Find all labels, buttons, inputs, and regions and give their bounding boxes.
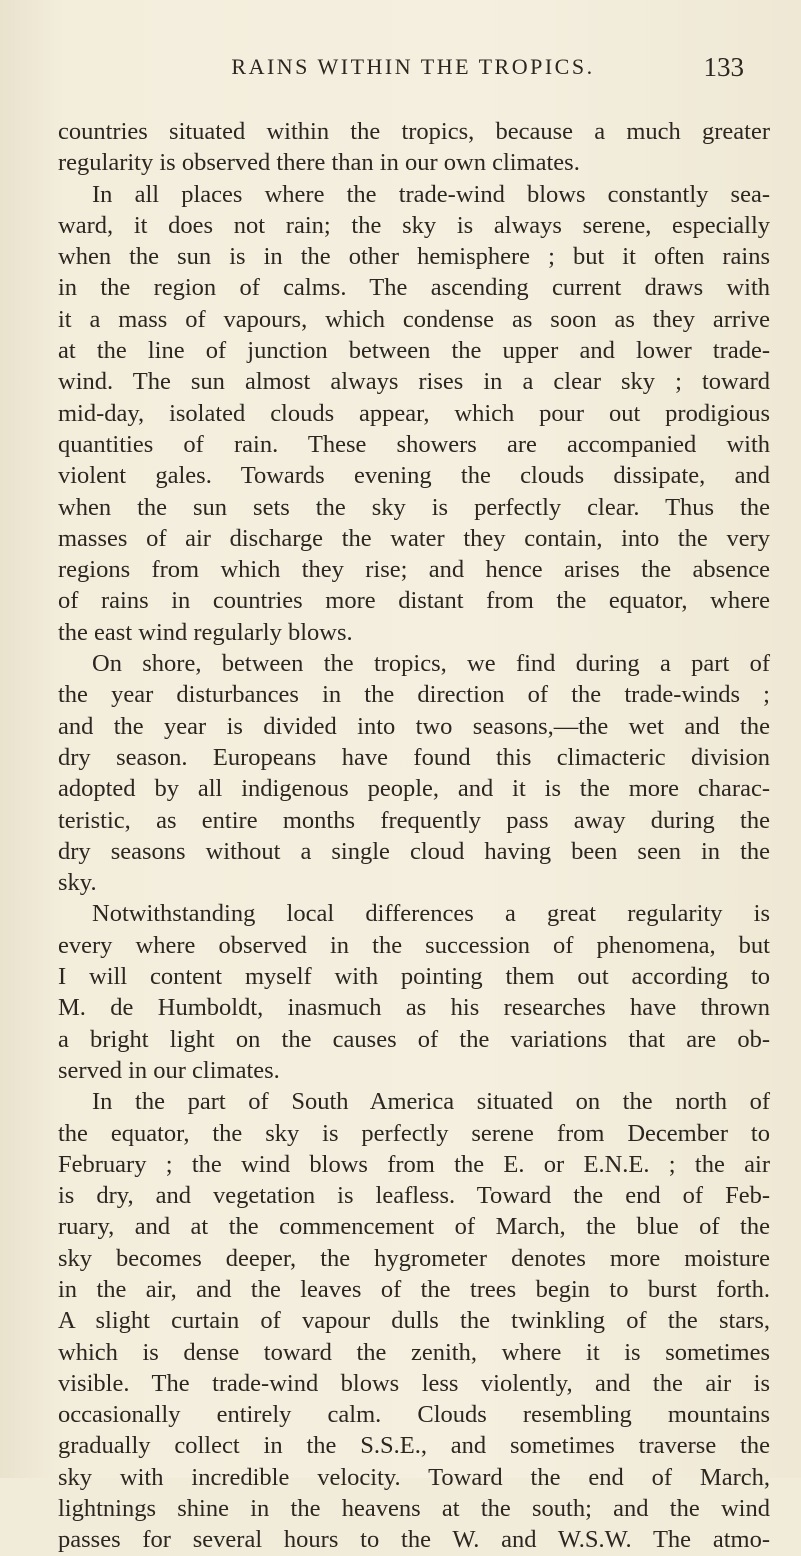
text-line: visible. The trade-wind blows less violently, and the air is bbox=[58, 1369, 770, 1397]
text-line: wind. The sun almost always rises in a clear sky ; toward bbox=[58, 368, 770, 396]
text-line: every where observed in the succession of phenomena, but bbox=[58, 931, 770, 959]
text-line: masses of air discharge the water they contain, into the very bbox=[58, 524, 770, 552]
text-line: it a mass of vapours, which condense as soon as they arrive bbox=[58, 305, 770, 333]
text-line: the year disturbances in the direction of the trade-winds ; bbox=[58, 681, 770, 709]
text-line: in the air, and the leaves of the trees begin to burst forth. bbox=[58, 1275, 770, 1303]
text-line: violent gales. Towards evening the clouds dissipate, and bbox=[58, 462, 770, 490]
text-line: in the region of calms. The ascending current draws with bbox=[58, 274, 770, 302]
text-line: Notwithstanding local differences a great regularity is bbox=[92, 900, 770, 928]
text-line: which is dense toward the zenith, where it is sometimes bbox=[58, 1338, 770, 1366]
text-line: ruary, and at the commencement of March, the blue of the bbox=[58, 1213, 770, 1241]
text-line: dry seasons without a single cloud having been seen in the bbox=[58, 837, 770, 865]
text-line: quantities of rain. These showers are accompanied with bbox=[58, 430, 770, 458]
text-line: sky becomes deeper, the hygrometer denotes more moisture bbox=[58, 1244, 770, 1272]
text-line: teristic, as entire months frequently pass away during the bbox=[58, 806, 770, 834]
text-line: countries situated within the tropics, because a much greater bbox=[58, 118, 770, 145]
text-line: and the year is divided into two seasons,—the wet and the bbox=[58, 712, 770, 740]
text-line: sky. bbox=[58, 869, 97, 897]
text-line: A slight curtain of vapour dulls the twinkling of the stars, bbox=[58, 1307, 770, 1335]
text-line: is dry, and vegetation is leafless. Toward the end of Feb- bbox=[58, 1182, 770, 1210]
text-line: gradually collect in the S.S.E., and sometimes traverse the bbox=[58, 1432, 770, 1460]
text-line: when the sun sets the sky is perfectly clear. Thus the bbox=[58, 493, 770, 521]
text-line: served in our climates. bbox=[58, 1056, 280, 1084]
text-line: I will content myself with pointing them out according to bbox=[58, 963, 770, 991]
text-line: In the part of South America situated on the north of bbox=[92, 1088, 770, 1116]
text-line: when the sun is in the other hemisphere ; but it often rains bbox=[58, 243, 770, 271]
text-line: regions from which they rise; and hence arises the absence bbox=[58, 556, 770, 584]
text-line: On shore, between the tropics, we find during a part of bbox=[92, 650, 770, 678]
text-line: February ; the wind blows from the E. or E.N.E. ; the air bbox=[58, 1150, 770, 1178]
text-line: passes for several hours to the W. and W.S.W. The atmo- bbox=[58, 1526, 770, 1554]
text-line: dry season. Europeans have found this climacteric division bbox=[58, 743, 770, 771]
text-line: the equator, the sky is perfectly serene from December to bbox=[58, 1119, 770, 1147]
body-text bbox=[58, 116, 770, 1556]
text-line: In all places where the trade-wind blows constantly sea- bbox=[92, 180, 770, 208]
text-line: regularity is observed there than in our own climates. bbox=[58, 149, 580, 177]
running-title: RAINS WITHIN THE TROPICS. bbox=[231, 54, 595, 79]
text-line: occasionally entirely calm. Clouds resembling mountains bbox=[58, 1401, 770, 1429]
text-line: a bright light on the causes of the variations that are ob- bbox=[58, 1025, 770, 1053]
text-line: adopted by all indigenous people, and it is the more charac- bbox=[58, 775, 770, 803]
running-head bbox=[58, 50, 768, 84]
text-line: ward, it does not rain; the sky is always serene, especially bbox=[58, 211, 770, 239]
text-line: sky with incredible velocity. Toward the end of March, bbox=[58, 1463, 770, 1491]
page-number: 133 bbox=[703, 52, 744, 82]
text-line: at the line of junction between the upper and lower trade- bbox=[58, 337, 770, 365]
text-line: lightnings shine in the heavens at the south; and the wind bbox=[58, 1495, 770, 1523]
text-line: of rains in countries more distant from the equator, where bbox=[58, 587, 770, 615]
text-line: mid-day, isolated clouds appear, which pour out prodigious bbox=[58, 399, 770, 427]
text-line: M. de Humboldt, inasmuch as his researches have thrown bbox=[58, 994, 770, 1022]
text-line: the east wind regularly blows. bbox=[58, 618, 353, 646]
